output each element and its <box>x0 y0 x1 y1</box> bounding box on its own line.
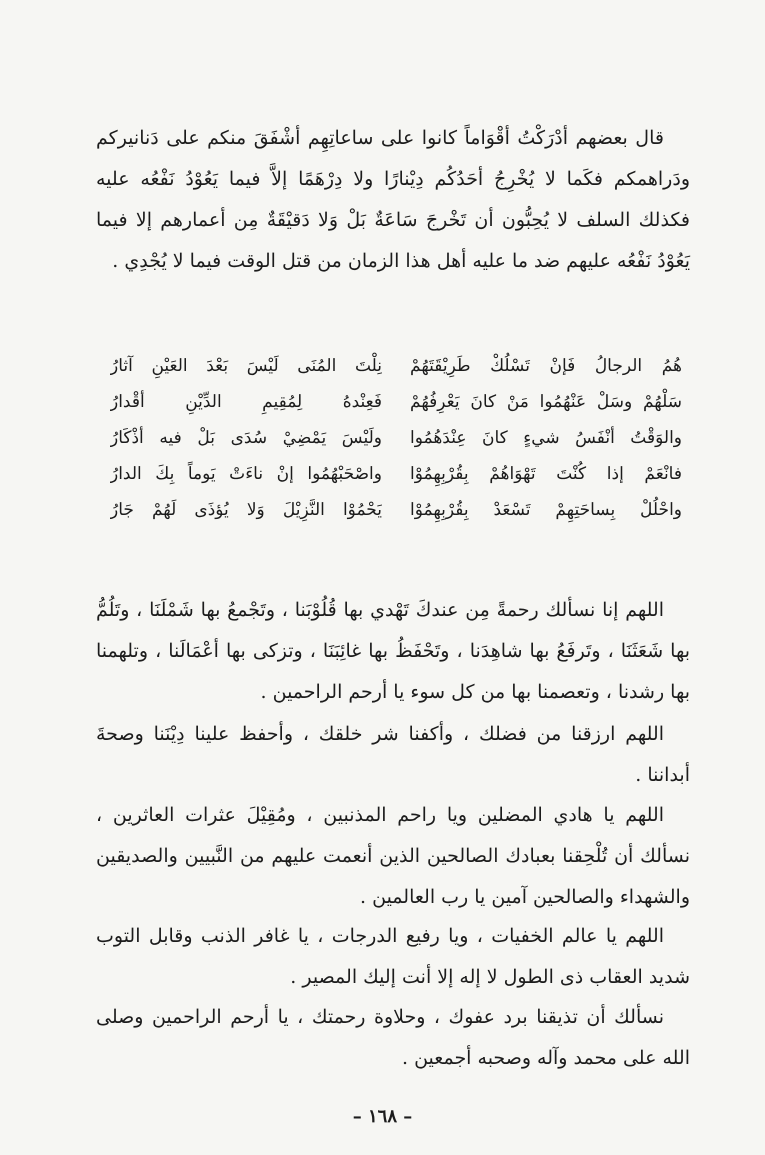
intro-paragraph <box>96 118 690 282</box>
poem-verse-second-hemistich: نِلْتَ المُنَى لَيْسَ بَعْدَ العَيْنِ آثارُ <box>110 356 382 376</box>
poem-verse-first-hemistich: سَلْهُمْ وسَلْ عَنْهُمُوا مَنْ كانَ يَعْرِفُهُمْ <box>410 392 682 412</box>
poem-verse-first-hemistich: فانْعَمْ إذا كُنْتَ تَهْوَاهُمْ بِقُرْبِهِمُوْا <box>410 464 682 484</box>
poem-verse <box>110 420 682 456</box>
prayer-text: اللهم يا هادي المضلين ويا راحم المذنبين ، ومُقِيْلَ عثرات العاثرين ، نسألك أن تُلْحِقنا بعبادك الصالحين الذين أنعمت عليهم من النَّبيين والصديقين والشهداء والصالحين آمين يا رب العالمين . <box>96 804 690 908</box>
prayer-paragraph <box>96 795 690 918</box>
prayer-text: اللهم ارزقنا من فضلك ، وأكفنا شر خلقك ، وأحفظ علينا دِيْنَنا وصحةَ أبداننا . <box>96 723 690 786</box>
prayer-text: اللهم يا عالم الخفيات ، ويا رفيع الدرجات ، يا غافر الذنب وقابل التوب شديد العقاب ذى الطول لا إله إلا أنت إليك المصير . <box>96 925 690 988</box>
poem-verse <box>110 492 682 528</box>
poem-verse <box>110 384 682 420</box>
prayer-text: نسألك أن تذيقنا برد عفوك ، وحلاوة رحمتك ، يا أرحم الراحمين وصلى الله على محمد وآله وصحبه أجمعين . <box>96 1006 690 1069</box>
prayer-paragraph <box>96 916 690 998</box>
prayer-paragraph <box>96 590 690 713</box>
prayer-text: اللهم إنا نسألك رحمةً مِن عندكَ تَهْدي بها قُلُوْبَنا ، وتَجْمعُ بها شَمْلَنَا ، وتَلُمُّ بها شَعَثَنَا ، وتَرفَعُ بها شاهِدَنا ، وتَحْفَظُ بها غائِبَنَا ، وتزكى بها أعْمَالَنا ، وتلهمنا بها رشدنا ، وتعصمنا بها من كل سوء يا أرحم الراحمين . <box>96 599 690 703</box>
poem <box>110 348 682 528</box>
poem-verse-first-hemistich: والوَقْتُ أنْفَسُ شيءٍ كانَ عِنْدَهُمُوا <box>410 428 682 448</box>
prayer-paragraph <box>96 997 690 1079</box>
poem-verse <box>110 456 682 492</box>
poem-verse-first-hemistich: هُمُ الرجالُ فَإنْ تَسْلُكْ طَرِيْقَتَهُمْ <box>410 356 682 376</box>
prayer-paragraph <box>96 714 690 796</box>
poem-verse-second-hemistich: فَعِنْدهُ لِمُقِيمِ الدِّيْنِ أقْدارُ <box>110 392 382 412</box>
page-number: – ١٦٨ – <box>352 1106 413 1127</box>
poem-verse-second-hemistich: يَحْمُوْا النَّزِيْلَ وَلا يُؤذَى لَهُمْ جَارُ <box>110 500 382 520</box>
poem-verse-first-hemistich: واحْلُلْ بِساحَتِهِمْ تَسْعَدْ بِقُرْبِهِمُوْا <box>410 500 682 520</box>
poem-verse <box>110 348 682 384</box>
poem-verse-second-hemistich: واصْحَبْهُمُوا إنْ ناءَتْ يَوماً بِكَ الدارُ <box>110 464 382 484</box>
poem-verse-second-hemistich: ولَيْسَ يَمْضِيْ سُدَى بَلْ فيه أذْكَارُ <box>110 428 382 448</box>
intro-text: قال بعضهم أدْرَكْتُ أقْوَاماً كانوا على ساعاتِهِم أشْفَقَ منكم على دَنانيركم ودَراهمكم فكَما لا يُخْرِجُ أحَدُكُم دِيْنارًا ولا دِرْهَمًا إلاَّ فيما يَعُوْدُ نَفْعُه عليه فكذلك السلف لا يُحِبُّون أن تَخْرجَ سَاعَةٌ بَلْ وَلا دَقيْقَةٌ مِن أعمارهم إلا فيما يَعُوْدُ نَفْعُه عليهم ضد ما عليه أهل هذا الزمان من قتل الوقت فيما لا يُجْدِي . <box>96 127 690 272</box>
